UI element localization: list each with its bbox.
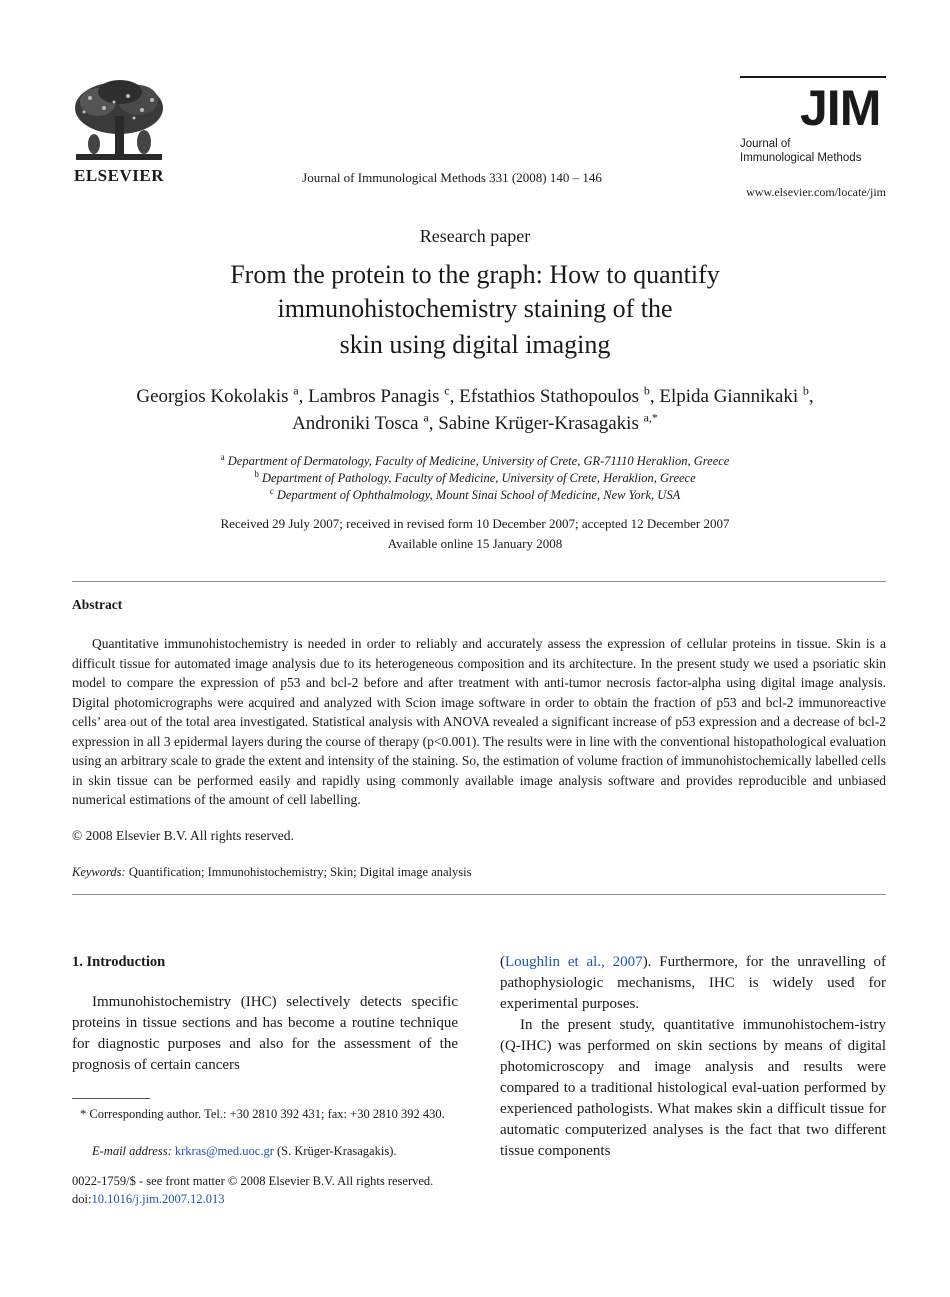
- article-title-line-1: From the protein to the graph: How to quantify: [230, 260, 720, 289]
- journal-logo-subtitle-2: Immunological Methods: [740, 152, 862, 164]
- divider: [72, 894, 886, 895]
- article-title-line-3: skin using digital imaging: [339, 330, 611, 359]
- received-dates: Received 29 July 2007; received in revised form 10 December 2007; accepted 12 December 2007: [220, 516, 730, 531]
- author-aff: a,*: [643, 410, 658, 425]
- author-aff: a: [293, 383, 299, 398]
- available-online: Available online 15 January 2008: [387, 536, 563, 551]
- journal-logo-rule: [740, 76, 886, 78]
- author-aff: b: [802, 383, 809, 398]
- intro-paragraph-continued: (Loughlin et al., 2007). Furthermore, for the unravelling of pathophysiologic mechanisms, IHC is widely used for experimental purposes.: [500, 954, 886, 1012]
- keywords-text: Quantification; Immunohistochemistry; Skin; Digital image analysis: [128, 865, 472, 879]
- author-list-line-1: Georgios Kokolakis $^a$, Lambros Panagis $^c$, Efstathios Stathopoulos $^b$, Elpida Giannikaki $^b$,: [136, 383, 814, 407]
- footnote-rule: [72, 1098, 150, 1099]
- left-column: [72, 952, 458, 1076]
- journal-citation: Journal of Immunological Methods 331 (2008) 140 – 146: [302, 170, 602, 185]
- abstract-copyright: © 2008 Elsevier B.V. All rights reserved.: [72, 828, 294, 843]
- intro-paragraph: Immunohistochemistry (IHC) selectively detects specific proteins in tissue sections and has become a routine technique for diagnostic purposes and also for the assessment of the prognosis of certain cancers: [72, 994, 458, 1073]
- abstract-body: Quantitative immunohistochemistry is needed in order to reliably and accurately assess the expression of cellular proteins in tissue. Skin is a difficult tissue for automated image analysis due to its heterogeneous composition and its architecture. In the present study we used a psoriatic skin model to compare the expression of p53 and bcl-2 before and after treatment with anti-tumor necrosis factor-alpha using digital image analysis. Digital photomicrographs were acquired and analyzed with Scion image software in order to obtain the fraction of p53 and bcl-2 immunoreactive cells’ area out of the total area investigated. Statistical analysis with ANOVA revealed a significant increase of p53 expression and a decrease of bcl-2 expression in all 3 epidermal layers during the course of therapy (p<0.001). The results were in line with the conventional histopathological evaluation using an arbitrary scale to grade the extent and intensity of the staining. So, the estimation of volume fraction of immunohistochemically labelled cells in skin tissue can be performed easily and rapidly using commonly available image analysis software and provides reproducible and unbiased numerical estimations of the amount of cell labelling.: [72, 636, 886, 807]
- doi: doi:10.1016/j.jim.2007.12.013: [72, 1192, 225, 1206]
- journal-logo-subtitle-1: Journal of: [740, 138, 791, 150]
- citation-link[interactable]: Loughlin et al., 2007: [505, 954, 643, 970]
- affiliation: $^c$ Department of Ophthalmology, Mount Sinai School of Medicine, New York, USA: [269, 485, 681, 502]
- journal-url[interactable]: www.elsevier.com/locate/jim: [746, 185, 886, 199]
- author-name[interactable]: Androniki Tosca: [292, 413, 419, 434]
- journal-logo-subtitle: [740, 137, 861, 165]
- divider: [72, 581, 886, 582]
- email-footnote: [92, 1143, 472, 1160]
- author-list-line-2: Androniki Tosca $^a$, Sabine Krüger-Krasagakis $^{a,*}$: [292, 410, 658, 434]
- publisher-name: ELSEVIER: [74, 166, 164, 185]
- doi-link[interactable]: 10.1016/j.jim.2007.12.013: [91, 1192, 225, 1206]
- author-name[interactable]: Efstathios Stathopoulos: [459, 386, 640, 407]
- corresponding-author-footnote: * Corresponding author. Tel.: +30 2810 392 431; fax: +30 2810 392 430.: [80, 1107, 445, 1121]
- article-type: Research paper: [419, 226, 531, 246]
- affiliation: $^b$ Department of Pathology, Faculty of Medicine, University of Crete, Heraklion, Greece: [254, 468, 696, 485]
- author-aff: a: [423, 410, 429, 425]
- author-aff: c: [444, 383, 450, 398]
- email-owner: (S. Krüger-Krasagakis).: [276, 1144, 397, 1158]
- author-name[interactable]: Elpida Giannikaki: [659, 386, 799, 407]
- email-label: E-mail address:: [92, 1144, 172, 1158]
- keywords: [72, 865, 886, 880]
- affiliation: $^a$ Department of Dermatology, Faculty of Medicine, University of Crete, GR-71110 Heraklion, Greece: [220, 451, 730, 468]
- author-name[interactable]: Georgios Kokolakis: [136, 386, 289, 407]
- author-name[interactable]: Lambros Panagis: [308, 386, 440, 407]
- author-name[interactable]: Sabine Krüger-Krasagakis: [438, 413, 639, 434]
- email-link[interactable]: krkras@med.uoc.gr: [174, 1144, 274, 1158]
- keywords-label: Keywords:: [72, 865, 126, 879]
- right-column: [500, 952, 886, 1162]
- abstract-heading: Abstract: [72, 597, 123, 612]
- article-title-line-2: immunohistochemistry staining of the: [277, 294, 673, 323]
- front-matter: 0022-1759/$ - see front matter © 2008 Elsevier B.V. All rights reserved.: [72, 1174, 434, 1188]
- journal-logo: JIM: [800, 80, 881, 136]
- section-heading: 1. Introduction: [72, 954, 166, 970]
- author-aff: b: [643, 383, 650, 398]
- intro-paragraph: In the present study, quantitative immunohistochem-istry (Q-IHC) was performed on skin sections by means of digital photomicroscopy and image analysis and results were compared to a traditional histological eval-uation performed by experienced pathologists. What makes skin a difficult tissue for automatic computerized analyses is the fact that two different tissue components: [500, 1017, 886, 1159]
